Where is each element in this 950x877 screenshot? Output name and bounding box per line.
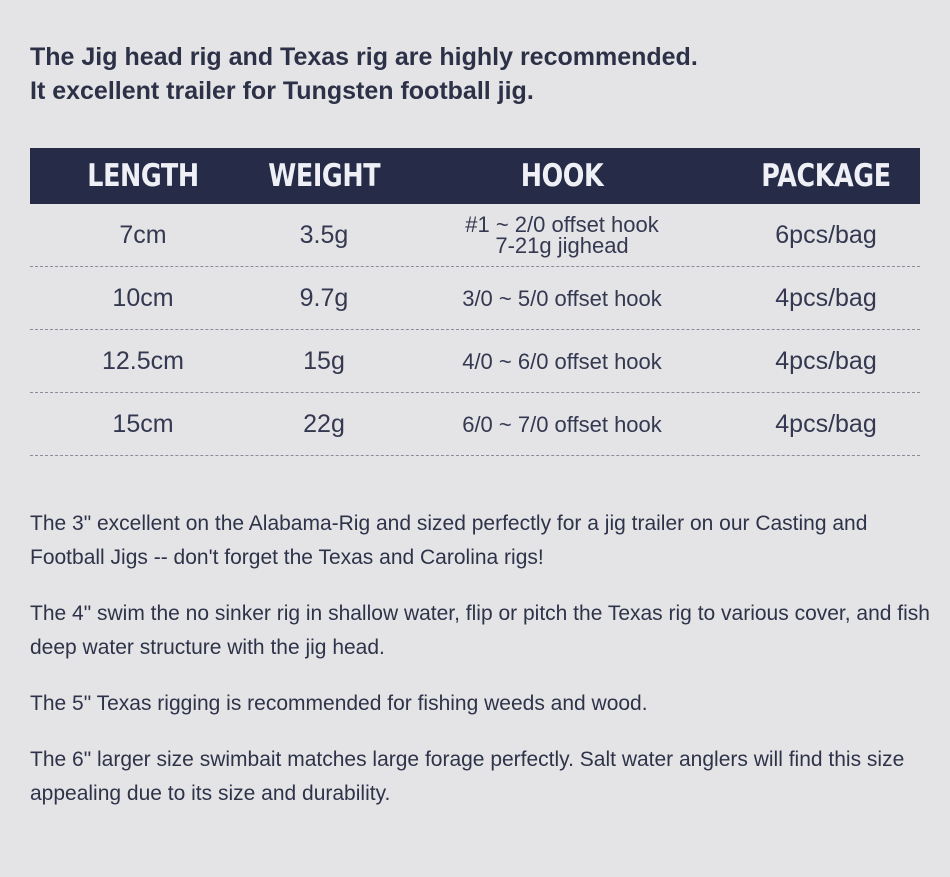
description-section <box>30 507 930 833</box>
cell-package: 4pcs/bag <box>775 346 877 375</box>
cell-hook <box>392 285 732 311</box>
header-package: PACKAGE <box>761 158 891 194</box>
cell-hook-line: #1 ~ 2/0 offset hook <box>465 212 659 237</box>
cell-hook <box>392 348 732 374</box>
cell-package: 6pcs/bag <box>775 220 877 249</box>
table-row <box>30 393 920 456</box>
spec-table <box>30 148 920 456</box>
cell-length: 15cm <box>112 409 174 438</box>
description-paragraph: The 4" swim the no sinker rig in shallow water, flip or pitch the Texas rig to various cover, and fish deep water structure with the jig head. <box>30 602 930 659</box>
cell-hook-line: 7-21g jighead <box>495 233 629 258</box>
table-row <box>30 267 920 330</box>
cell-hook-line: 3/0 ~ 5/0 offset hook <box>462 285 662 311</box>
cell-package: 4pcs/bag <box>775 409 877 438</box>
description-paragraph: The 3" excellent on the Alabama-Rig and sized perfectly for a jig trailer on our Casting and Football Jigs -- don't forget the Texas and Carolina rigs! <box>30 512 868 569</box>
description-paragraph: The 6" larger size swimbait matches large forage perfectly. Salt water anglers will find this size appealing due to its size and durability. <box>30 748 905 805</box>
header-length: LENGTH <box>87 158 199 194</box>
cell-package: 4pcs/bag <box>775 283 877 312</box>
description-paragraph: The 5" Texas rigging is recommended for fishing weeds and wood. <box>30 692 648 715</box>
cell-weight: 15g <box>303 346 345 375</box>
table-row <box>30 204 920 267</box>
intro-line-2: It excellent trailer for Tungsten football jig. <box>30 77 534 105</box>
spec-table-header <box>30 148 920 204</box>
cell-hook-line: 4/0 ~ 6/0 offset hook <box>462 348 662 374</box>
cell-length: 10cm <box>112 283 174 312</box>
cell-hook-line: 6/0 ~ 7/0 offset hook <box>462 411 662 437</box>
header-weight: WEIGHT <box>268 158 381 194</box>
cell-weight: 3.5g <box>299 220 349 249</box>
cell-weight: 9.7g <box>299 283 349 312</box>
header-hook: HOOK <box>520 158 604 194</box>
intro-text <box>30 40 920 108</box>
cell-weight: 22g <box>303 409 345 438</box>
cell-hook <box>392 214 732 256</box>
table-row <box>30 330 920 393</box>
cell-length: 7cm <box>119 220 167 249</box>
cell-hook <box>392 411 732 437</box>
cell-length: 12.5cm <box>102 346 184 375</box>
intro-line-1: The Jig head rig and Texas rig are highly recommended. <box>30 43 698 71</box>
